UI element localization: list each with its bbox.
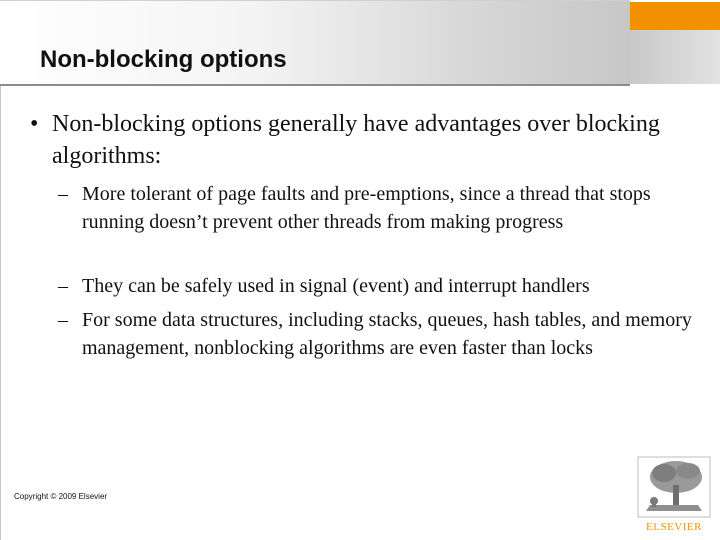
copyright-footer: Copyright © 2009 Elsevier	[14, 492, 108, 501]
subbullet-marker: –	[58, 183, 68, 205]
subbullet-text: More tolerant of page faults and pre-emptions, since a thread that stops running doesn’t prevent other threads from making progress	[82, 183, 651, 233]
accent-orange-block	[630, 2, 720, 30]
title-bar-top-line	[0, 0, 630, 1]
accent-gray-block	[630, 30, 720, 84]
elsevier-tree-logo-icon	[636, 455, 712, 519]
bullet-text: Non-blocking options generally have advantages over blocking algorithms:	[52, 111, 660, 169]
elsevier-logo-text: ELSEVIER	[646, 521, 702, 533]
subbullet-text: They can be safely used in signal (event) and interrupt handlers	[82, 275, 590, 297]
elsevier-logo	[636, 455, 712, 535]
subbullet-text: For some data structures, including stacks, queues, hash tables, and memory management, nonblocking algorithms are even faster than locks	[82, 309, 692, 359]
subbullet-marker: –	[58, 309, 68, 331]
bullet-marker: •	[30, 111, 39, 137]
title-bar-bottom-line	[0, 84, 630, 86]
slide-title: Non-blocking options	[40, 46, 287, 73]
subbullet-marker: –	[58, 275, 68, 297]
